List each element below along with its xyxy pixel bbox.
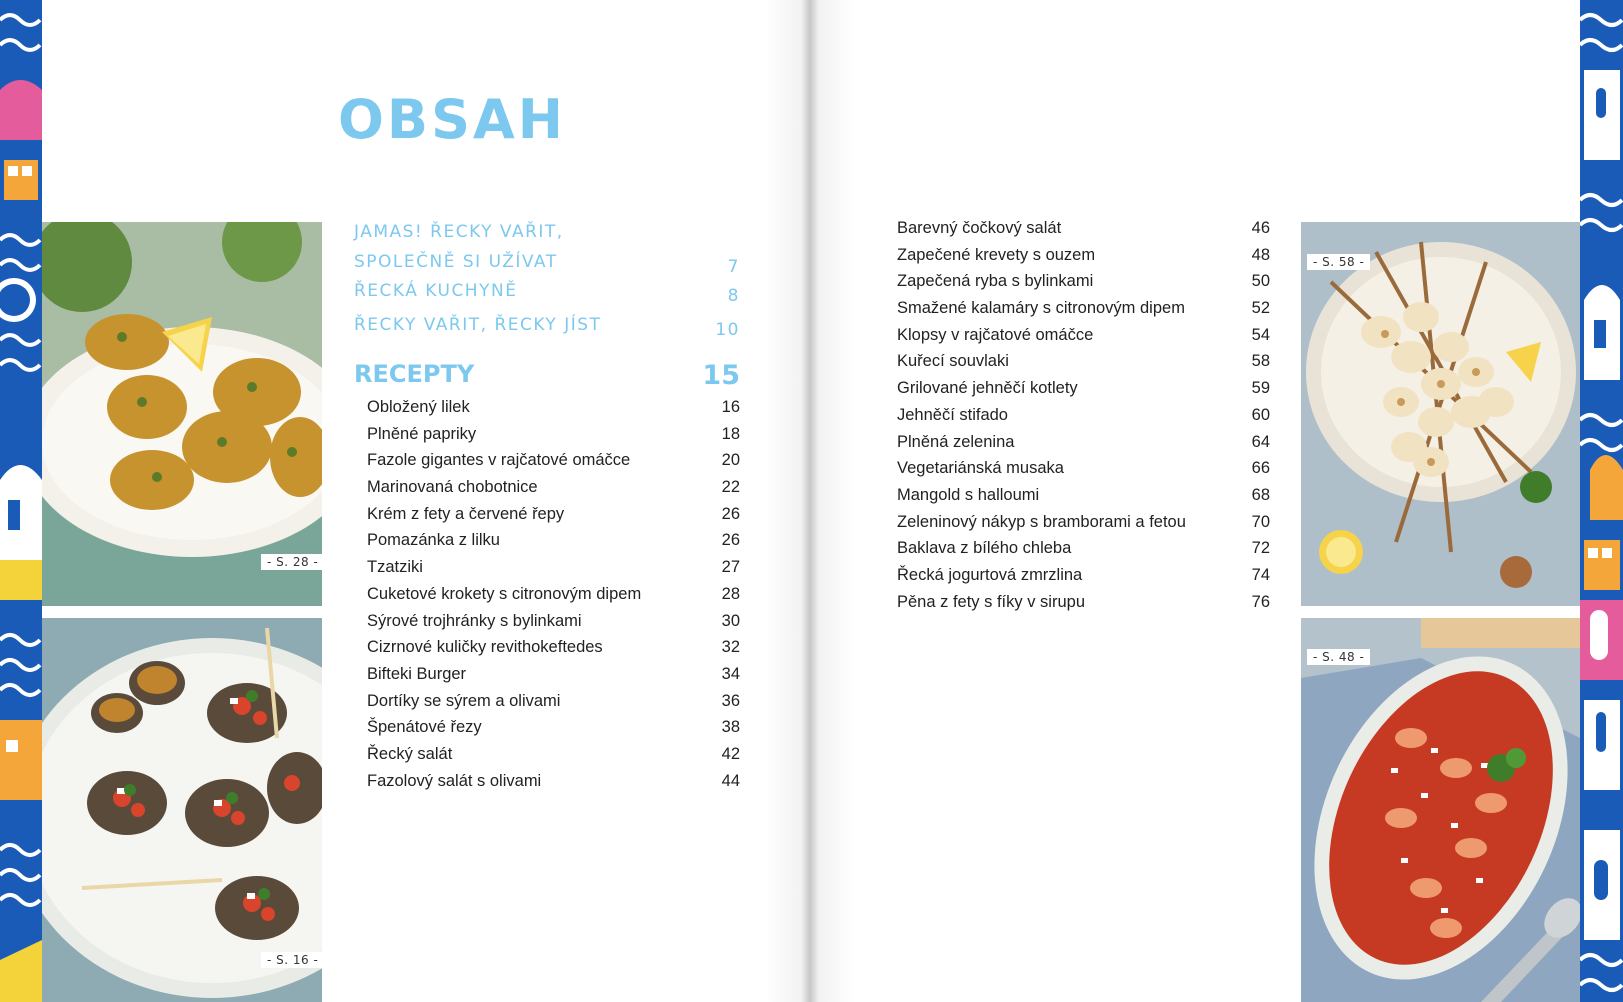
toc-entry[interactable] — [897, 295, 1270, 322]
toc-page-number: 42 — [721, 744, 740, 763]
recipe-name: Tzatziki — [367, 558, 423, 577]
recipe-name: Řecká jogurtová zmrzlina — [897, 565, 1083, 584]
toc-entry[interactable] — [367, 554, 740, 581]
toc-page-number: 44 — [721, 771, 740, 790]
recipe-name: Grilované jehněčí kotlety — [897, 379, 1078, 398]
toc-page-number: 54 — [1251, 325, 1270, 344]
toc-entry[interactable] — [897, 348, 1270, 375]
toc-page-number: 34 — [721, 664, 740, 683]
recipe-name: Zapečené krevety s ouzem — [897, 245, 1096, 264]
toc-entry[interactable] — [897, 482, 1270, 509]
recipe-name: Baklava z bílého chleba — [897, 539, 1072, 558]
toc-entry[interactable] — [897, 268, 1270, 295]
toc-page-number: 28 — [721, 584, 740, 603]
toc-page-number: 20 — [721, 451, 740, 470]
toc-entry[interactable] — [897, 589, 1270, 616]
toc-page-number: 72 — [1251, 539, 1270, 558]
recipe-name: Špenátové řezy — [367, 718, 482, 737]
recipe-name: Vegetariánská musaka — [897, 459, 1064, 478]
recipe-name: Zapečená ryba s bylinkami — [897, 272, 1094, 291]
toc-page-number: 64 — [1251, 432, 1270, 451]
photo-caption: - S. 28 - — [261, 554, 324, 570]
toc-entry[interactable] — [897, 402, 1270, 429]
toc-entry[interactable] — [897, 215, 1270, 242]
toc-entry[interactable] — [897, 535, 1270, 562]
recipe-name: Mangold s halloumi — [897, 485, 1040, 504]
recipe-name: Plněné papriky — [367, 424, 477, 443]
recipe-name: Marinovaná chobotnice — [367, 478, 538, 497]
recipe-list-right — [897, 215, 1270, 615]
toc-page-number: 48 — [1251, 245, 1270, 264]
toc-entry[interactable] — [367, 501, 740, 528]
recipe-name: Cizrnové kuličky revithokeftedes — [367, 638, 603, 657]
toc-entry[interactable] — [367, 741, 740, 768]
toc-page-number: 38 — [721, 718, 740, 737]
toc-intro-line: ŘECKÁ KUCHYNĚ — [354, 281, 518, 301]
toc-page-number: 36 — [721, 691, 740, 710]
toc-page-number: 27 — [721, 558, 740, 577]
toc-entry[interactable] — [367, 608, 740, 635]
left-decorative-border — [0, 0, 42, 1002]
toc-page-number: 74 — [1251, 565, 1270, 584]
toc-entry[interactable] — [367, 661, 740, 688]
recipe-name: Smažené kalamáry s citronovým dipem — [897, 299, 1185, 318]
toc-page-number: 22 — [721, 478, 740, 497]
recipe-name: Dortíky se sýrem a olivami — [367, 691, 561, 710]
toc-page-number: 66 — [1251, 459, 1270, 478]
toc-intro-line: JAMAS! ŘECKY VAŘIT, — [354, 222, 564, 242]
recipe-name: Pěna z fety s fíky v sirupu — [897, 592, 1085, 611]
recipe-name: Obložený lilek — [367, 398, 470, 416]
toc-intro-item[interactable] — [354, 310, 740, 340]
toc-page-number: 60 — [1251, 405, 1270, 424]
toc-entry[interactable] — [367, 688, 740, 715]
toc-page-number: 18 — [721, 424, 740, 443]
toc-page-number: 26 — [721, 531, 740, 550]
toc-entry[interactable] — [897, 242, 1270, 269]
toc-page-number: 70 — [1251, 512, 1270, 531]
toc-page-number: 8 — [727, 286, 740, 306]
croquettes-photo — [42, 222, 322, 606]
toc-page-number: 26 — [721, 504, 740, 523]
recipe-name: Jehněčí stifado — [897, 405, 1008, 424]
toc-entry[interactable] — [367, 394, 740, 421]
section-page-number: 15 — [702, 360, 740, 391]
toc-entry[interactable] — [367, 474, 740, 501]
recipe-name: Klopsy v rajčatové omáčce — [897, 325, 1094, 344]
photo-caption: - S. 16 - — [261, 952, 324, 968]
toc-entry[interactable] — [897, 455, 1270, 482]
toc-intro-item[interactable] — [354, 217, 740, 277]
toc-page-number: 68 — [1251, 485, 1270, 504]
toc-page-number: 10 — [715, 320, 740, 340]
toc-entry[interactable] — [367, 421, 740, 448]
section-label: RECEPTY — [354, 360, 475, 388]
toc-entry[interactable] — [367, 581, 740, 608]
book-gutter — [765, 0, 855, 1002]
toc-entry[interactable] — [897, 375, 1270, 402]
toc-page-number: 50 — [1251, 272, 1270, 291]
toc-page-number: 16 — [721, 398, 740, 416]
toc-page-number: 30 — [721, 611, 740, 630]
recipe-name: Plněná zelenina — [897, 432, 1015, 451]
recipe-name: Sýrové trojhránky s bylinkami — [367, 611, 582, 630]
toc-entry[interactable] — [367, 634, 740, 661]
recipe-name: Barevný čočkový salát — [897, 219, 1062, 237]
recipe-list-left — [367, 394, 740, 794]
recipe-name: Krém z fety a červené řepy — [367, 504, 565, 523]
recipe-name: Cuketové krokety s citronovým dipem — [367, 584, 642, 603]
recipes-section-heading[interactable] — [354, 360, 740, 391]
right-decorative-border — [1580, 0, 1623, 1002]
toc-entry[interactable] — [897, 509, 1270, 536]
photo-caption: - S. 58 - — [1307, 254, 1370, 270]
toc-page-number: 76 — [1251, 592, 1270, 611]
toc-entry[interactable] — [367, 714, 740, 741]
toc-entry[interactable] — [367, 527, 740, 554]
recipe-name: Řecký salát — [367, 744, 453, 763]
toc-page-number: 7 — [727, 257, 740, 277]
shrimp-photo — [1301, 618, 1580, 1002]
toc-page-number: 32 — [721, 638, 740, 657]
toc-entry[interactable] — [367, 447, 740, 474]
toc-page-number: 52 — [1251, 299, 1270, 318]
page-title: OBSAH — [338, 88, 566, 151]
toc-entry[interactable] — [367, 768, 740, 795]
recipe-name: Fazole gigantes v rajčatové omáčce — [367, 451, 631, 470]
toc-entry[interactable] — [897, 429, 1270, 456]
toc-entry[interactable] — [897, 322, 1270, 349]
toc-page-number: 46 — [1251, 219, 1270, 237]
recipe-name: Bifteki Burger — [367, 664, 467, 683]
recipe-name: Zeleninový nákyp s bramborami a fetou — [897, 512, 1186, 531]
recipe-name: Kuřecí souvlaki — [897, 352, 1009, 371]
toc-entry[interactable] — [897, 562, 1270, 589]
recipe-name: Fazolový salát s olivami — [367, 771, 542, 790]
toc-page-number: 59 — [1251, 379, 1270, 398]
souvlaki-photo — [1301, 222, 1580, 606]
toc-intro-line: ŘECKY VAŘIT, ŘECKY JÍST — [354, 315, 602, 335]
eggplant-photo — [42, 618, 322, 1002]
recipe-name: Pomazánka z lilku — [367, 531, 500, 550]
toc-page-number: 58 — [1251, 352, 1270, 371]
photo-caption: - S. 48 - — [1307, 649, 1370, 665]
toc-intro-line: SPOLEČNĚ SI UŽÍVAT — [354, 252, 558, 272]
toc-intro-item[interactable] — [354, 276, 740, 306]
